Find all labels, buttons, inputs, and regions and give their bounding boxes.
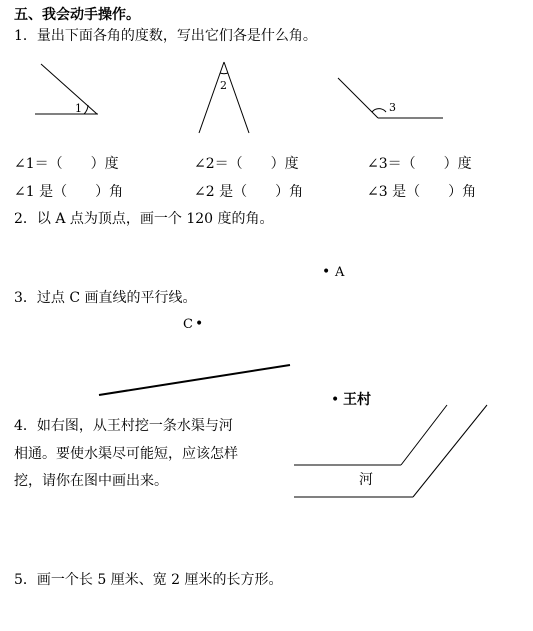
- q4-text-line-2: 相通。要使水渠尽可能短，应该怎样: [14, 446, 238, 462]
- angle-2-number: 2: [220, 79, 227, 92]
- point-a-label: A: [335, 265, 345, 280]
- angle-3-type-line: ∠3 是（ ）角: [367, 184, 477, 200]
- q3-straight-line: [99, 365, 290, 395]
- point-a-dot: •: [322, 264, 331, 280]
- angle-2-degree-line: ∠2＝（ ）度: [194, 156, 299, 172]
- q2-prompt: 2．以 A 点为顶点，画一个 120 度的角。: [14, 211, 274, 227]
- angle-3-number: 3: [389, 101, 396, 114]
- point-c-dot: •: [195, 316, 204, 332]
- q4-text-line-1: 4．如右图，从王村挖一条水渠与河: [14, 418, 233, 434]
- q4-text-line-3: 挖，请你在图中画出来。: [14, 473, 168, 489]
- q1-prompt: 1．量出下面各角的度数，写出它们各是什么角。: [14, 28, 317, 44]
- point-c-label: C: [183, 317, 193, 332]
- village-dot: •: [331, 392, 340, 408]
- angle-3-degree-line: ∠3＝（ ）度: [367, 156, 472, 172]
- angle-2-type-line: ∠2 是（ ）角: [194, 184, 304, 200]
- q3-prompt: 3．过点 C 画直线的平行线。: [14, 290, 197, 306]
- q5-prompt: 5．画一个长 5 厘米、宽 2 厘米的长方形。: [14, 572, 283, 588]
- angle-1-number: 1: [75, 102, 82, 115]
- angle-1-type-line: ∠1 是（ ）角: [14, 184, 124, 200]
- village-label: 王村: [343, 392, 371, 408]
- angle-1-figure: [35, 64, 98, 114]
- river-label: 河: [359, 472, 373, 488]
- angle-1-degree-line: ∠1＝（ ）度: [14, 156, 119, 172]
- section-title: 五、我会动手操作。: [14, 7, 140, 23]
- angle-2-figure: [199, 62, 249, 133]
- river-figure: [294, 405, 487, 497]
